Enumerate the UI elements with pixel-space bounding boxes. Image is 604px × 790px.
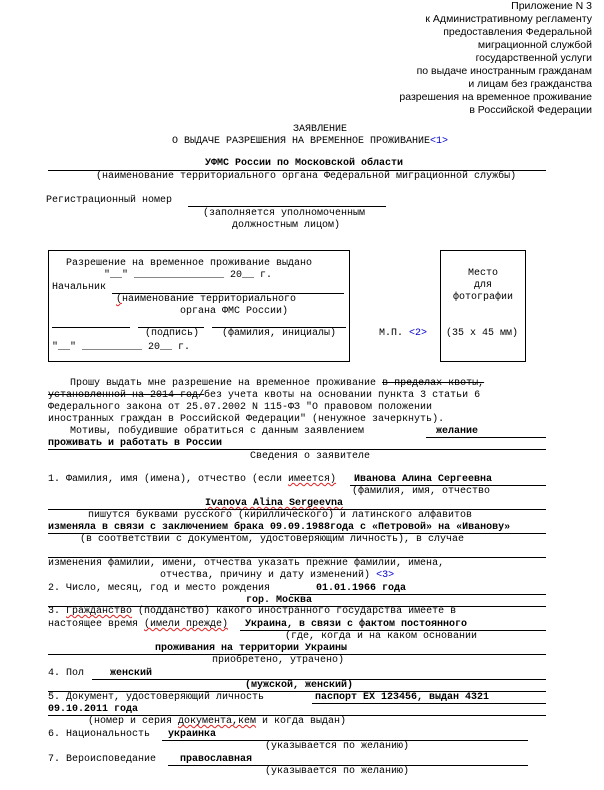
request-text-2: без учета квоты на основании пункта 3 статьи 6 bbox=[204, 390, 481, 401]
field-1-hint: (фамилия, имя, отчество bbox=[352, 486, 491, 497]
field-6-hint: (указывается по желанию) bbox=[265, 741, 410, 752]
field-3-value-2: проживания на территории Украины bbox=[155, 643, 348, 654]
field-4-hint: (мужской, женский) bbox=[245, 680, 354, 691]
field-2-label: 2. Число, месяц, год и место рождения bbox=[48, 583, 271, 594]
footnote-ref-3[interactable]: <3> bbox=[376, 570, 395, 581]
field-4-value: женский bbox=[110, 668, 153, 679]
field-7-hint: (указывается по желанию) bbox=[265, 766, 410, 777]
field-5-hint-spellcheck: документа,кем bbox=[178, 716, 257, 727]
request-struck-year: установленной на 2014 год/ bbox=[48, 390, 205, 401]
appendix-line: разрешения на временное проживание bbox=[399, 91, 592, 103]
appendix-line: и лицам без гражданства bbox=[468, 78, 592, 90]
field-1-change: изменяла в связи с заключением брака 09.09.1988года с «Петровой» на «Иванову» bbox=[48, 522, 511, 533]
field-7-label: 7. Вероисповедание bbox=[48, 754, 157, 765]
registration-label: Регистрационный номер bbox=[46, 195, 173, 206]
appendix-line: миграционной службой bbox=[477, 39, 592, 51]
appendix-line: по выдаче иностранным гражданам bbox=[416, 65, 592, 77]
document-title: ЗАЯВЛЕНИЕ bbox=[292, 124, 347, 135]
appendix-line: к Административному регламенту bbox=[425, 13, 592, 25]
request-line-4: иностранных граждан в Российской Федерации" (ненужное зачеркнуть). bbox=[48, 414, 445, 425]
motives-line-2 bbox=[48, 449, 546, 450]
motives-label: Мотивы, побудившие обратиться с данным заявлением bbox=[70, 426, 365, 437]
field-5-value-2: 09.10.2011 года bbox=[48, 704, 139, 715]
chief-hint-word: наименование bbox=[122, 294, 195, 305]
chief-label: Начальник bbox=[52, 282, 107, 293]
stamp-text: М.П. bbox=[379, 328, 404, 339]
photo-size: (35 x 45 мм) bbox=[446, 328, 519, 339]
field-1-hint-4: изменения фамилии, имени, отчества указать прежние фамилии, имена, bbox=[48, 558, 445, 569]
request-struck-quota: в пределах квоты, bbox=[382, 378, 485, 389]
registration-hint-1: (заполняется уполномоченным bbox=[203, 208, 366, 219]
field-3-hint-2: приобретено, утрачено) bbox=[212, 655, 345, 666]
field-3-hint: (где, когда и на каком основании bbox=[285, 631, 478, 642]
field-3-line-2 bbox=[48, 619, 228, 631]
field-6-label: 6. Национальность bbox=[48, 729, 151, 740]
field-5-hint bbox=[88, 716, 346, 728]
signature-line bbox=[52, 327, 130, 328]
field-6-value: украинка bbox=[168, 729, 217, 740]
field-3-label-text: 3. bbox=[48, 606, 67, 617]
field-1-hint-3: (в соответствии с документом, удостоверяющим личность), в случае bbox=[80, 534, 465, 545]
field-1-hint-2: пишутся буквами русского (кириллического) и латинского алфавитов bbox=[88, 510, 473, 521]
field-3-label bbox=[48, 606, 456, 618]
field-1-label-spellcheck: имеется) bbox=[288, 474, 337, 485]
field-1-label bbox=[48, 474, 336, 486]
document-subtitle bbox=[172, 136, 448, 148]
field-2-line-1 bbox=[290, 594, 546, 595]
field-3-spellcheck-1: Гражданство bbox=[66, 606, 133, 617]
field-3-value-1: Украина, в связи с фактом постоянного bbox=[245, 619, 468, 630]
appendix-header bbox=[332, 0, 592, 117]
field-5-value-1: паспорт ЕХ 123456, выдан 4321 bbox=[315, 692, 490, 703]
field-3-label-rest: (подданство) какого иностранного государства имеете в bbox=[132, 606, 457, 617]
stamp-label bbox=[379, 328, 427, 340]
initials-hint: (фамилия, инициалы) bbox=[222, 328, 337, 339]
photo-line: фотографии bbox=[452, 292, 513, 303]
field-1-hint-5-text: отчества, причину и дату изменений) bbox=[160, 570, 371, 581]
field-1-latin: Ivanova Alina Sergeevna bbox=[205, 498, 344, 509]
authority-hint: (наименование территориального органа Федеральной миграционной службы) bbox=[96, 171, 517, 182]
chief-hint-rest: территориального bbox=[194, 294, 297, 305]
footnote-ref-2[interactable]: <2> bbox=[409, 328, 428, 339]
field-7-value: православная bbox=[180, 754, 253, 765]
chief-hint bbox=[116, 294, 296, 306]
photo-placeholder bbox=[440, 268, 526, 304]
field-5-hint-rest: и когда выдан) bbox=[256, 716, 347, 727]
motives-value-1: желание bbox=[436, 426, 479, 437]
section-title: Сведения о заявителе bbox=[250, 451, 371, 462]
photo-line: Место bbox=[467, 268, 498, 279]
field-1-hint-5 bbox=[160, 570, 394, 582]
motives-line-1 bbox=[426, 437, 546, 438]
field-4-label: 4. Пол bbox=[48, 668, 85, 679]
registration-line bbox=[188, 206, 386, 207]
subtitle-text: О ВЫДАЧЕ РАЗРЕШЕНИЯ НА ВРЕМЕННОЕ ПРОЖИВАНИЕ bbox=[172, 136, 431, 147]
field-5-hint-text: (номер и серия bbox=[88, 716, 179, 727]
request-line-2 bbox=[48, 390, 480, 402]
chief-hint-2: органа ФМС России) bbox=[180, 306, 289, 317]
permit-issue-date: "__" _______________ 20__ г. bbox=[104, 270, 273, 281]
field-5-line-1 bbox=[312, 703, 546, 704]
field-2-value-1: 01.01.1966 года bbox=[316, 583, 407, 594]
appendix-line: государственной услуги bbox=[475, 52, 592, 64]
authority-value: УФМС России по Московской области bbox=[205, 158, 404, 169]
field-1-value: Иванова Алина Сергеевна bbox=[354, 474, 493, 485]
photo-line: для bbox=[473, 280, 492, 291]
registration-hint-2: должностным лицом) bbox=[232, 220, 341, 231]
footnote-ref-1[interactable]: <1> bbox=[430, 136, 449, 147]
appendix-line: Приложение N 3 bbox=[511, 0, 592, 12]
request-line-3: Федерального закона от 25.07.2002 N 115-ФЗ "О правовом положении bbox=[48, 402, 433, 413]
motives-value-2: проживать и работать в России bbox=[48, 438, 223, 449]
field-5-label: 5. Документ, удостоверяющий личность bbox=[48, 692, 265, 703]
chief-hint-spellcheck: ( bbox=[116, 294, 123, 305]
photo-box bbox=[440, 250, 526, 362]
request-text: Прошу выдать мне разрешение на временное проживание bbox=[70, 378, 383, 389]
signature-hint: (подпись) bbox=[145, 328, 200, 339]
field-3-spellcheck-2: (имели прежде) bbox=[144, 619, 229, 630]
appendix-line: предоставления Федеральной bbox=[443, 26, 592, 38]
field-2-value-2: гор. Москва bbox=[246, 595, 313, 606]
field-1-label-text: 1. Фамилия, имя (имена), отчество (если bbox=[48, 474, 289, 485]
field-3-line-2-text: настоящее время bbox=[48, 619, 145, 630]
permit-issued-label: Разрешение на временное проживание выдано bbox=[66, 258, 313, 269]
appendix-line: в Российской Федерации bbox=[469, 104, 592, 116]
permit-date-2: "__" __________ 20__ г. bbox=[52, 342, 191, 353]
request-line-1 bbox=[70, 378, 484, 390]
